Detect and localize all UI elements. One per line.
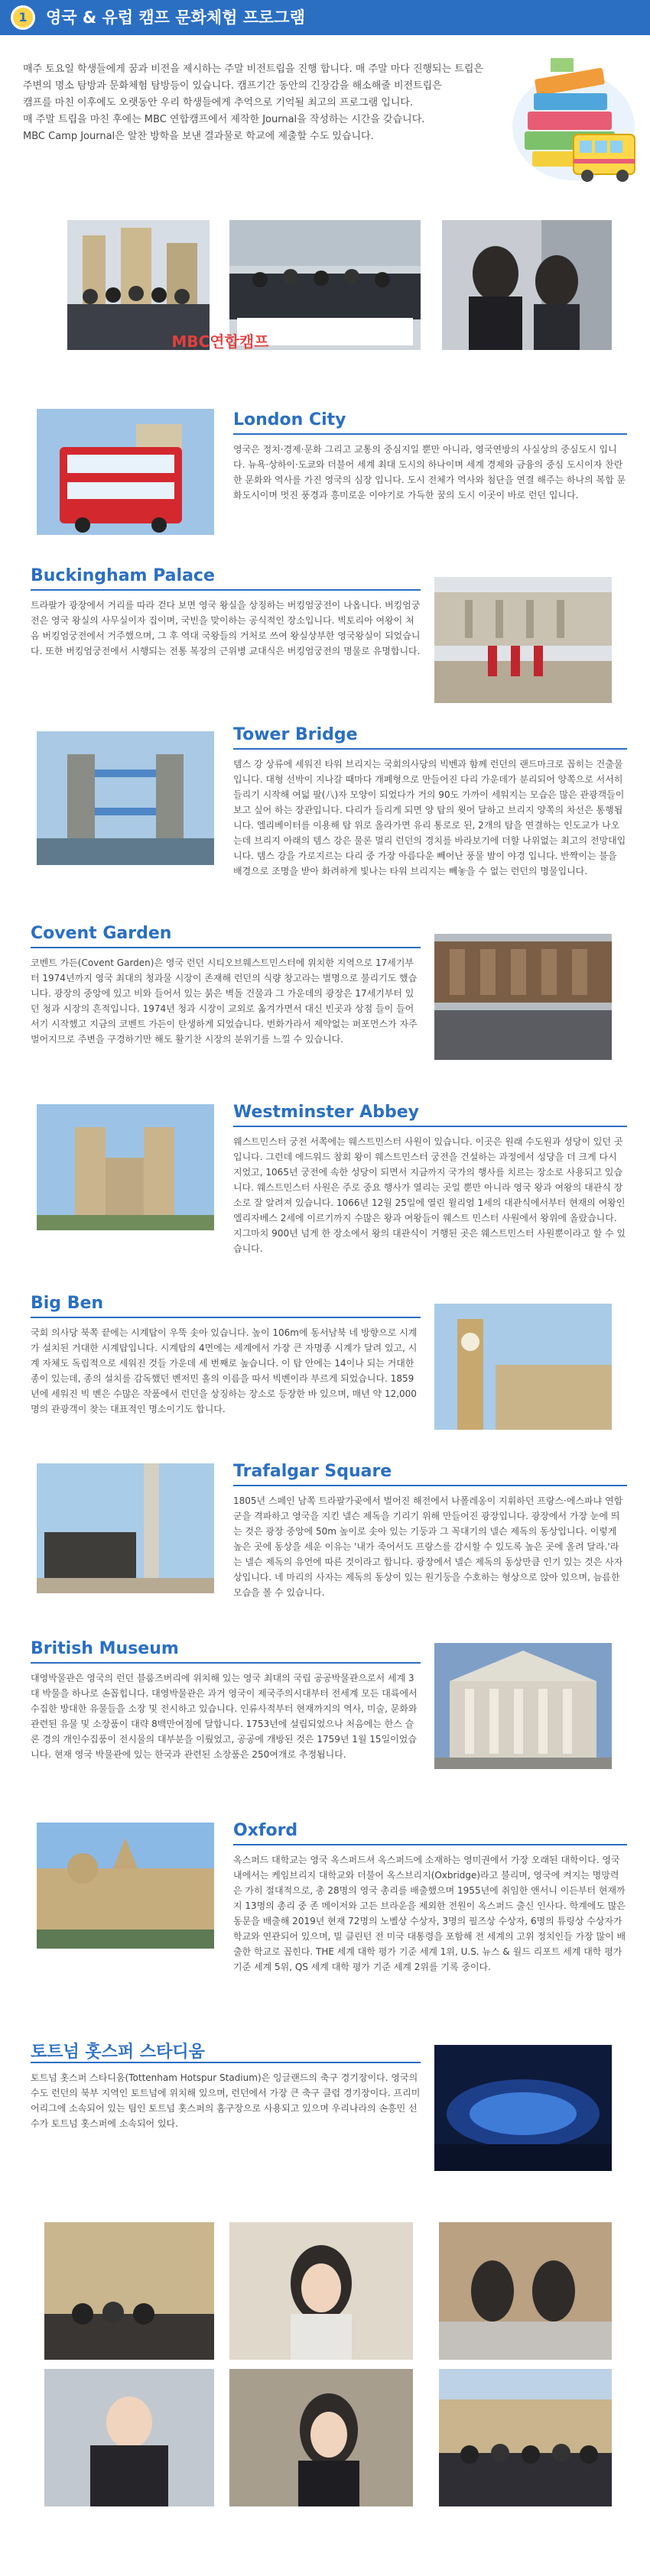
intro-line: MBC Camp Journal은 알찬 방학을 보낸 결과물로 학교에 제출할 수도 있습니다. — [23, 131, 374, 142]
group-photo-oxford-building — [44, 2222, 214, 2360]
section-title-big-ben: Big Ben — [31, 1294, 104, 1313]
photo-girl-portrait — [229, 2369, 413, 2506]
photo-british-museum — [434, 1643, 612, 1769]
section-body-london-city: 영국은 정치·경제·문화 그리고 교통의 중심지일 뿐만 아니라, 영국연방의 사실상의 중심도시 입니다. 뉴욕·상하이·도쿄와 더불어 세계 최대 도시의 하나이며 세계 경제와 금융의 중심 도시이자 찬란한 문화와 역사를 가진 영국의 심장 입니다. 도시 전체가 역사와 첨단을 연결 해주는 하나의 복합 문화도시이며 멋진 풍경과 흥미로운 이야기로 가득한 꿈의 도시 이곳이 바로 런던 입니다. — [233, 444, 626, 501]
section-title-tower-bridge: Tower Bridge — [233, 725, 358, 744]
section-divider — [31, 947, 421, 948]
section-body-oxford: 옥스퍼드 대학교는 영국 옥스퍼드셔 옥스퍼드에 소재하는 영미권에서 가장 오래된 대학이다. 영국 내에서는 케임브리지 대학교와 더불어 옥스브리지(Oxbridge)라고 불리며, 영국에 켜지는 명망력은 가히 절대적으로, 총 28명의 영국 총리를 배출했으며 1955년에 취임한 앤서니 이든부터 현재까지 13명의 총리 중 존 메이저와 고든 브라운을 제외한 전원이 옥스퍼드 출신 인사다. 학계에도 많은 동문을 배출해 2019년 현재 72명의 노벨상 수상자, 3명의 필즈상 수상자, 6명의 튜링상 수상자가 학교와 연관되어 있으며, 빌 클린턴 전 미국 대통령을 포함해 전 세계의 고위 정치인들 가장 많이 배출한 학교로 꼽힌다. THE 세계 대학 평가 기준 세계 1위, U.S. 뉴스 & 월드 리포트 세계 대학 평가 기준 세계 5위, QS 세계 대학 평가 기준 세계 2위를 기록 중이다. — [233, 1855, 626, 1972]
section-body-british-museum: 대영박물관은 영국의 런던 블룸즈버리에 위치해 있는 영국 최대의 국립 공공박물관으로서 세계 3대 박물을 하나로 손꼽힙니다. 대영박물관은 과거 영국이 제국주의시대부터 전세계 모든 대륙에서 수집한 방대한 유물들을 소장 및 전시하고 있습니다. 인류사적부터 현재까지의 역사, 미술, 문화와 관련된 유물 및 소장품이 대략 8백만여점에 달합니다. 1753년에 설립되었으나 처음에는 한스 슬론 경의 개인수집품이 전시물의 대부분을 이뤘었고, 공공에 개방된 것은 1759년 1월 15일이었습니다. 현재 영국 박물관에 있는 한국과 관련된 소장품은 250여개로 추정됩니다. — [31, 1673, 418, 1760]
section-title-westminster-abbey: Westminster Abbey — [233, 1103, 419, 1122]
section-body-trafalgar-square: 1805년 스페인 남쪽 트라팔가곶에서 벌어진 해전에서 나폴레옹이 지휘하던 프랑스·에스파냐 연합군을 격파하고 영국을 지킨 넬슨 제독을 기리기 위해 만들어진 광장입니다. 광장에서 가장 눈에 띄는 것은 광장 중앙에 50m 높이로 솟아 있는 기둥과 그 꼭대기의 넬슨 제독의 동상입니다. 이렇게 높은 곳에 동상을 세운 이유는 '내가 죽어서도 프랑스를 감시할 수 있도록 높은 곳에 올려 달라.'라는 넬슨 제독의 유언에 따른 것이라고 합니다. 광장에서 넬슨 제독의 동상만큼 인기 있는 것은 사자상입니다. 네 마리의 사자는 제독의 동상이 있는 원기둥을 수호하는 형상으로 앉아 있으며, 늠름한 모습을 볼 수 있습니다. — [233, 1495, 623, 1598]
intro-line: 매 주말 트립을 마친 후에는 MBC 연합캠프에서 제작한 Journal을 작성하는 시간을 갖습니다. — [23, 114, 425, 125]
section-divider — [31, 2062, 421, 2063]
section-body-big-ben: 국회 의사당 북쪽 끝에는 시계탑이 우뚝 솟아 있습니다. 높이 106m에 동서남북 네 방향으로 시계가 설치된 거대한 시계탑입니다. 시계탑의 4면에는 세계에서 가장 큰 자명종 시계가 달려 있고, 시계 자체도 독립적으로 세워진 것들 가운데 세 번째로 높습니다. 이 탑 안에는 14이나 되는 거대한 종이 있는데, 종의 설치를 감독했던 벤저민 홀의 이름을 따서 빅벤이라 부르게 되었습니다. 1859년에 세워진 빅 벤은 수많은 작품에서 런던을 상징하는 장소로 등장한 바 있으며, 매년 약 12,000명의 관광객이 찾는 대표적인 명소이기도 합니다. — [31, 1327, 418, 1414]
section-divider — [233, 1844, 627, 1845]
photo-trafalgar-square — [37, 1463, 214, 1593]
intro-line: 매주 토요일 학생들에게 꿈과 비전을 제시하는 주말 비전트립을 진행 합니다. 매 주말 마다 진행되는 트립은 — [23, 63, 483, 75]
section-divider — [233, 1126, 627, 1127]
photo-tower-bridge — [37, 731, 214, 865]
section-divider — [31, 1317, 421, 1318]
intro-line: 주변의 명소 탐방과 문화체험 탐방등이 있습니다. 캠프기간 동안의 긴장감을 해소해줄 비전트립은 — [23, 80, 442, 92]
section-body-covent-garden: 코벤트 가든(Covent Garden)은 영국 런던 시티오브웨스트민스터에 위치한 지역으로 17세기부터 1974년까지 영국 최대의 청과물 시장이 존재해 런던의 식량 창고라는 별명으로 불리기도 했습니다. 광장의 중앙에 있고 비와 들어서 있는 붉은 벽돌 건물과 그 가운데의 광장은 17세기부터 있던 청과 시장의 흔적입니다. 1974년 청과 시장이 교외로 옮겨가면서 대신 빈곳과 상점 들이 들어서기 시작했고 지금의 코벤트 가든이 탄생하게 되었습니다. 번화가라서 제약없는 퍼포먼스가 자주 벌어지므로 주변을 구경하기만 해도 활기찬 시장의 분위기를 느낄 수 있습니다. — [31, 957, 418, 1045]
photo-oxford — [37, 1823, 214, 1949]
section-divider — [31, 589, 421, 591]
section-title-buckingham-palace: Buckingham Palace — [31, 566, 215, 585]
section-title-covent-garden: Covent Garden — [31, 924, 172, 943]
intro-text — [23, 61, 505, 145]
section-divider — [233, 433, 627, 435]
section-body-westminster-abbey: 웨스트민스터 궁전 서쪽에는 웨스트민스터 사원이 있습니다. 이곳은 원래 수도원과 성당이 있던 곳입니다. 그런데 에드워드 참회 왕이 웨스트민스터 궁전을 건설하는 과정에서 성당을 더 크게 다시 지었고, 1065년 궁전에 속한 성당이 되면서 지금까지 국가의 행사를 치르는 장소로 사용되고 있습니다. 웨스트민스터 사원은 주로 중요 행사가 열리는 곳일 뿐만 아니라 영국 왕과 여왕의 대관식 장소로 잘 알려져 있습니다. 1066년 12월 25일에 열린 윌리엄 1세의 대관식에서부터 현재의 여왕인 엘리자베스 2세에 이르기까지 수많은 왕과 여왕들이 웨스트 민스터 사원에서 왕위에 올랐습니다. 지그마치 900년 넘게 한 장소에서 왕의 대관식이 거행된 곳은 웨스트민스터 사원뿐이라고 할 수 있습니다. — [233, 1136, 626, 1254]
photo-girl-smiling — [229, 2222, 413, 2360]
photo-tottenham-stadium — [434, 2045, 612, 2171]
section-divider — [233, 748, 627, 750]
section-title-trafalgar-square: Trafalgar Square — [233, 1462, 392, 1481]
intro-line: 캠프를 마친 이후에도 오랫동안 우리 학생들에게 추억으로 기억될 최고의 프로그램 입니다. — [23, 97, 414, 109]
section-body-tower-bridge: 템스 강 상류에 세워진 타워 브리지는 국회의사당의 빅벤과 함께 런던의 랜드마크로 꼽히는 건출물입니다. 대형 선박이 지나갈 때마다 개폐형으로 만들어진 다리 가운데가 분리되어 양쪽으로 서서히 들리기 시작해 여덟 팔(八)자 모양이 되었다가 거의 90도 가까이 세워지는 모습은 많은 관광객들이 보고 싶어 하는 장관입니다. 다리가 들리게 되면 양 탑의 윗어 달하고 브리지 양쪽의 차선은 통행됩니다. 엘리베이터를 이용해 탑 위로 올라가면 유리 통로로 된, 2개의 탑을 연결하는 인도교가 나오는데 브리지 아래의 템스 강은 물론 멀리 런던의 경치를 바라보기에 더할 나위없는 최고의 전망대입니다. 템스 강을 가로지르는 다리 중 가장 아름다운 빼어난 풍물 밤이 야경 입니다. 반짝이는 불을 배경으로 조명을 받아 화려하게 빛나는 타워 브리지는 빼놓을 수 없는 런던의 명물입니다. — [233, 759, 626, 876]
group-photo-girls-indoor — [439, 2222, 612, 2360]
section-divider — [233, 1485, 627, 1486]
section-body-buckingham-palace: 트라팔가 광장에서 거리를 따라 걷다 보면 영국 왕실을 상징하는 버킹엄궁전이 나옵니다. 버킹엄궁전은 영국 왕실의 사무실이자 집이며, 국빈을 맞이하는 공식적인 장소입니다. 빅토리아 여왕이 처음 버킹엄궁전에서 거주했으며, 그 후 역대 국왕들의 거처로 쓰여 왕실상부한 영국왕실이 되었습니다. 또한 버킹엄궁전에서 시행되는 전통 복장의 근위병 교대식은 버킹엄궁전의 명물로 유명합니다. — [31, 600, 421, 656]
photo-westminster-abbey — [37, 1104, 214, 1230]
photo-london-bus — [37, 409, 214, 535]
photo-buckingham-guards — [434, 577, 612, 703]
photo-girls-street — [442, 220, 612, 350]
group-photo-campus — [439, 2369, 612, 2506]
section-number-badge: 1 — [11, 5, 35, 30]
mbc-banner-text: MBC연합캠프 — [171, 332, 269, 351]
section-divider — [31, 1662, 421, 1664]
photo-covent-garden — [434, 934, 612, 1060]
section-title-tottenham-stadium: 토트넘 홋스퍼 스타디움 — [31, 2043, 205, 2062]
section-title-british-museum: British Museum — [31, 1639, 179, 1658]
photo-boy-gesture — [44, 2369, 214, 2506]
section-title-london-city: London City — [233, 410, 346, 429]
photo-big-ben — [434, 1304, 612, 1430]
books-bus-illustration — [505, 43, 642, 196]
page-title: 영국 & 유럽 캠프 문화체험 프로그램 — [46, 8, 305, 27]
section-body-tottenham-stadium: 토트넘 홋스퍼 스타디움(Tottenham Hotspur Stadium)은 잉글랜드의 축구 경기장이다. 영국의 수도 런던의 북부 지역인 토트넘에 위치해 있으며, 런던에서 가장 큰 축구 클럽 경기장이다. 프리미어리그에 소속되어 있는 팀인 토트넘 홋스퍼의 홈구장으로 사용되고 있으며 우리나라의 손흥민 선수가 토트넘 홋스퍼에 소속되어 있다. — [31, 2072, 421, 2129]
section-title-oxford: Oxford — [233, 1821, 298, 1840]
